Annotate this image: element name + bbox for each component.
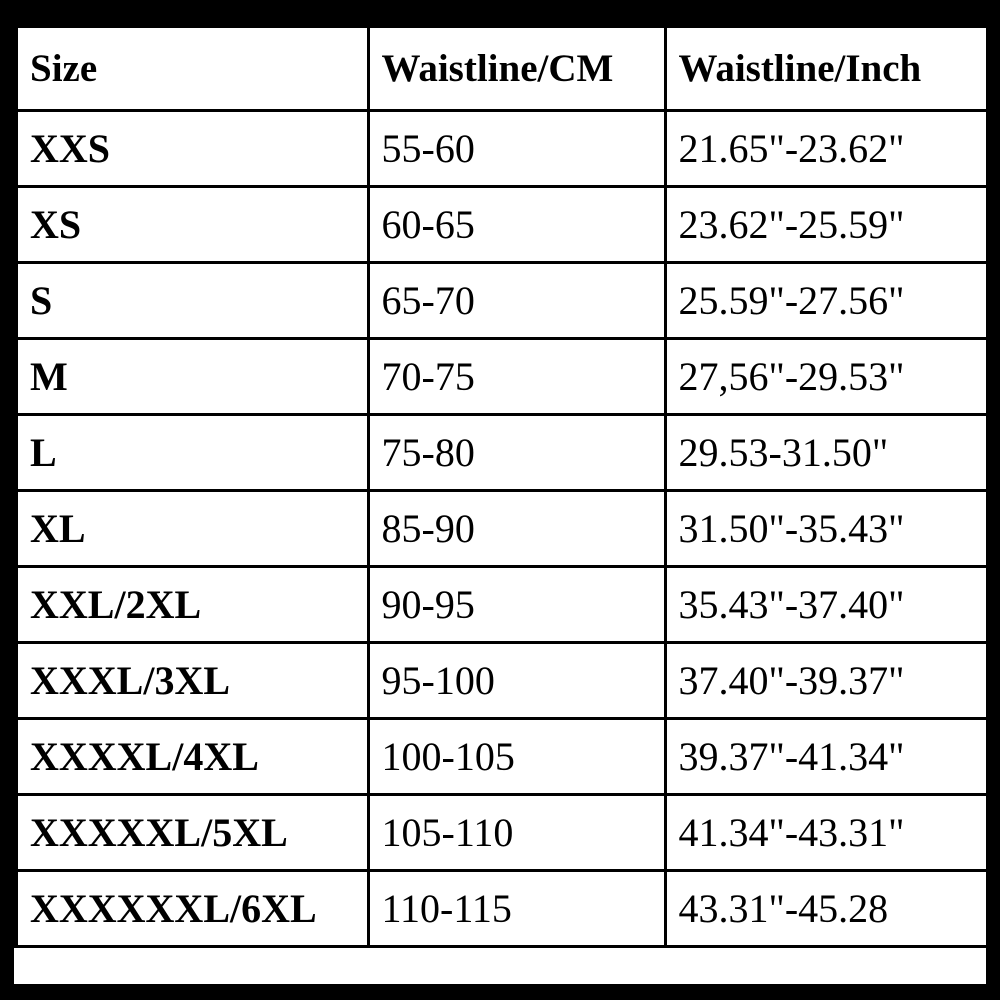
cell-size: XS — [16, 186, 368, 262]
cell-waistline-inch: 21.65"-23.62" — [665, 110, 986, 186]
table-row — [16, 110, 986, 186]
cell-waistline-cm: 55-60 — [368, 110, 665, 186]
table-row — [16, 338, 986, 414]
size-chart-table — [14, 24, 986, 948]
cell-waistline-cm: 90-95 — [368, 566, 665, 642]
cell-waistline-cm: 95-100 — [368, 642, 665, 718]
cell-waistline-inch: 41.34"-43.31" — [665, 794, 986, 870]
cell-size: XXL/2XL — [16, 566, 368, 642]
table-row — [16, 718, 986, 794]
cell-size: M — [16, 338, 368, 414]
table-header — [16, 26, 986, 110]
table-row — [16, 870, 986, 946]
cell-waistline-inch: 43.31"-45.28 — [665, 870, 986, 946]
table-row — [16, 566, 986, 642]
table-row — [16, 642, 986, 718]
table-body — [16, 110, 986, 946]
table-row — [16, 186, 986, 262]
cell-waistline-cm: 75-80 — [368, 414, 665, 490]
table-row — [16, 794, 986, 870]
cell-size: XXXXXXL/6XL — [16, 870, 368, 946]
cell-waistline-inch: 27,56"-29.53" — [665, 338, 986, 414]
cell-waistline-inch: 23.62"-25.59" — [665, 186, 986, 262]
table-row — [16, 490, 986, 566]
cell-size: XXXL/3XL — [16, 642, 368, 718]
table-row — [16, 414, 986, 490]
cell-waistline-inch: 39.37"-41.34" — [665, 718, 986, 794]
cell-waistline-cm: 60-65 — [368, 186, 665, 262]
column-header-size: Size — [16, 26, 368, 110]
cell-waistline-cm: 110-115 — [368, 870, 665, 946]
column-header-waistline-inch: Waistline/Inch — [665, 26, 986, 110]
cell-waistline-inch: 35.43"-37.40" — [665, 566, 986, 642]
cell-size: S — [16, 262, 368, 338]
cell-waistline-inch: 31.50"-35.43" — [665, 490, 986, 566]
cell-size: XL — [16, 490, 368, 566]
cell-waistline-cm: 85-90 — [368, 490, 665, 566]
cell-size: XXXXL/4XL — [16, 718, 368, 794]
cell-size: L — [16, 414, 368, 490]
cell-size: XXS — [16, 110, 368, 186]
cell-waistline-cm: 105-110 — [368, 794, 665, 870]
cell-waistline-cm: 100-105 — [368, 718, 665, 794]
cell-size: XXXXXL/5XL — [16, 794, 368, 870]
size-chart-container — [14, 24, 986, 984]
cell-waistline-cm: 65-70 — [368, 262, 665, 338]
column-header-waistline-cm: Waistline/CM — [368, 26, 665, 110]
cell-waistline-cm: 70-75 — [368, 338, 665, 414]
cell-waistline-inch: 37.40"-39.37" — [665, 642, 986, 718]
cell-waistline-inch: 29.53-31.50" — [665, 414, 986, 490]
cell-waistline-inch: 25.59"-27.56" — [665, 262, 986, 338]
table-header-row — [16, 26, 986, 110]
table-row — [16, 262, 986, 338]
